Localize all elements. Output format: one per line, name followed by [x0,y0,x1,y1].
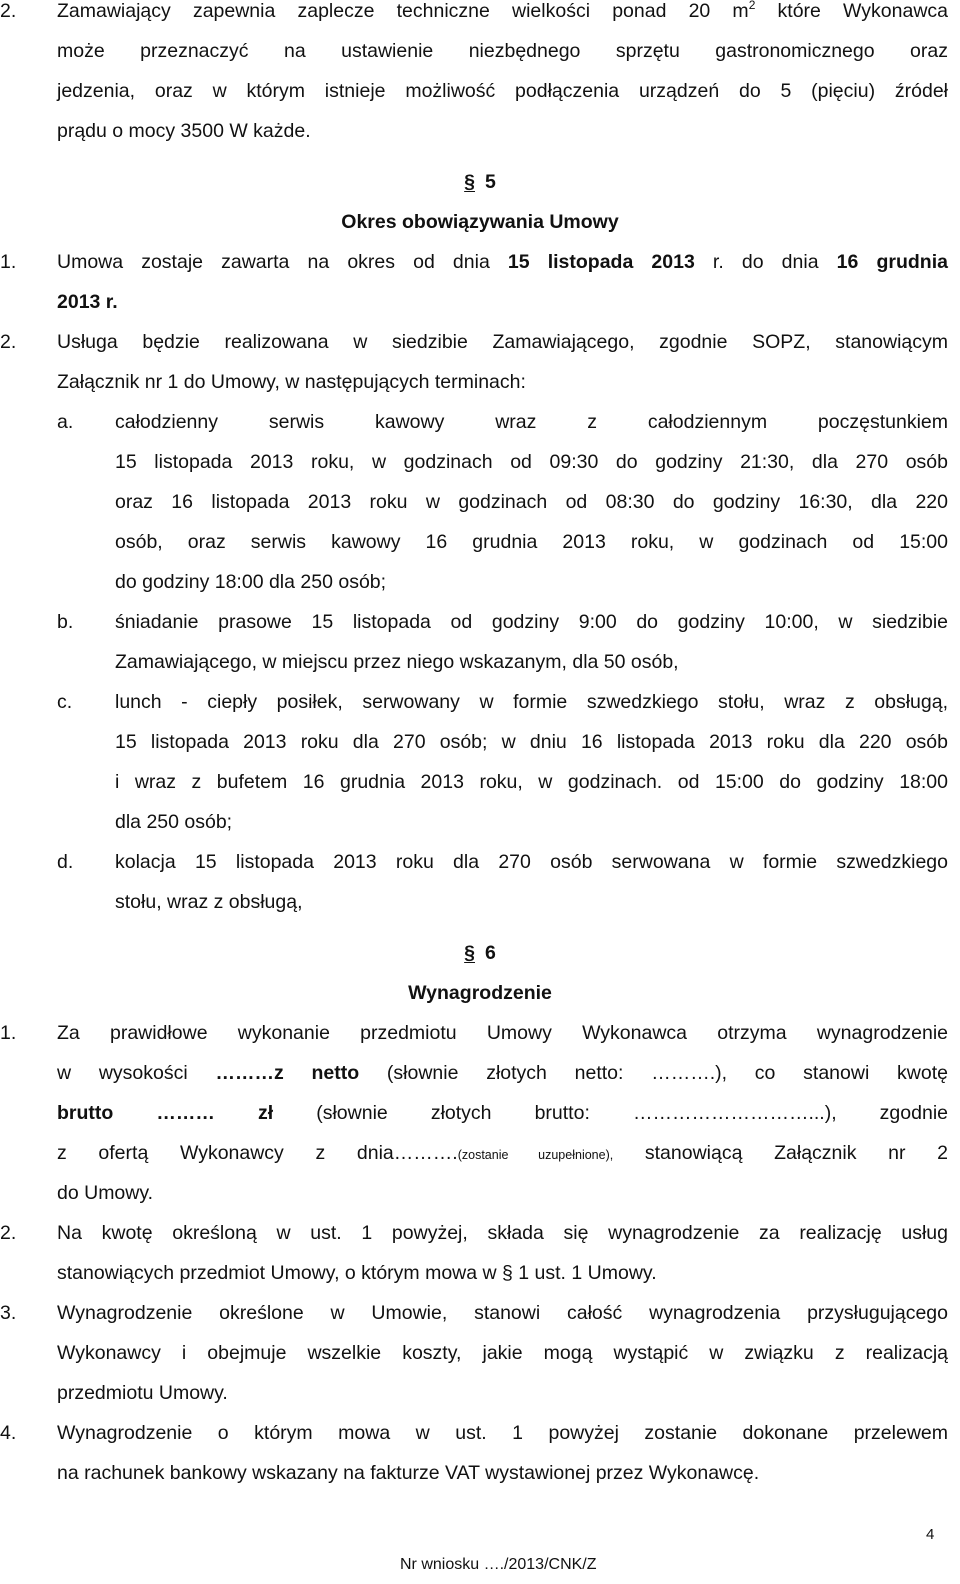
subitem-line: dla 250 osób; [115,811,233,833]
subitem-line: stołu, wraz z obsługą, [115,891,303,913]
item-number: 4. [0,1422,17,1444]
item-line: przedmiotu Umowy. [57,1382,228,1404]
section-6-number: § 6 [464,942,496,964]
section-sign: § [464,171,475,193]
subitem-line: 15 listopada 2013 roku, w godzinach od 09:30 do godziny 21:30, dla 270 osób [115,451,948,473]
item-number: 1. [0,1022,17,1044]
section-5-number: § 5 [464,171,496,193]
subitem-line: śniadanie prasowe 15 listopada od godziny 9:00 do godziny 10:00, w siedzibie [115,611,948,633]
item-line: brutto ……… zł (słownie złotych brutto: ………………………...), zgodnie [57,1102,948,1124]
item-line: w wysokości ………z netto (słownie złotych netto: ……….), co stanowi kwotę [57,1062,948,1084]
item-number: 2. [0,1222,17,1244]
item-number: 1. [0,251,17,273]
item-number: 2. [0,0,17,22]
subitem-line: osób, oraz serwis kawowy 16 grudnia 2013 roku, w godzinach od 15:00 [115,531,948,553]
item-line: Załącznik nr 1 do Umowy, w następujących terminach: [57,371,526,393]
item-line: Wynagrodzenie o którym mowa w ust. 1 powyżej zostanie dokonane przelewem [57,1422,948,1444]
item-line: może przeznaczyć na ustawienie niezbędnego sprzętu gastronomicznego oraz [57,40,948,62]
item-line: Zamawiający zapewnia zaplecze techniczne wielkości ponad 20 $m^2$ które Wykonawca [57,0,948,22]
subitem-line: całodzienny serwis kawowy wraz z całodziennym poczęstunkiem [115,411,948,433]
section-sign: § [464,942,475,964]
item-line: Za prawidłowe wykonanie przedmiotu Umowy Wykonawca otrzyma wynagrodzenie [57,1022,948,1044]
page-number: 4 [926,1526,935,1543]
item-line: Umowa zostaje zawarta na okres od dnia 15 listopada 2013 r. do dnia 16 grudnia [57,251,948,273]
subitem-line: oraz 16 listopada 2013 roku w godzinach od 08:30 do godziny 16:30, dla 220 [115,491,948,513]
item-line: z ofertą Wykonawcy z dnia……….(zostanie uzupełnione), stanowiącą Załącznik nr 2 [57,1142,949,1164]
subitem-letter: a. [57,411,74,433]
item-line: prądu o mocy 3500 W każde. [57,120,311,142]
section-5-title: Okres obowiązywania Umowy [341,211,619,233]
item-line: Na kwotę określoną w ust. 1 powyżej, składa się wynagrodzenie za realizację usług [57,1222,948,1244]
subitem-letter: c. [57,691,73,713]
subitem-line: do godziny 18:00 dla 250 osób; [115,571,387,593]
subitem-line: lunch - ciepły posiłek, serwowany w formie szwedzkiego stołu, wraz z obsługą, [115,691,948,713]
item-line: stanowiących przedmiot Umowy, o którym mowa w § 1 ust. 1 Umowy. [57,1262,657,1284]
subitem-line: i wraz z bufetem 16 grudnia 2013 roku, w godzinach. od 15:00 do godziny 18:00 [115,771,948,793]
subitem-letter: b. [57,611,74,633]
subitem-line: kolacja 15 listopada 2013 roku dla 270 osób serwowana w formie szwedzkiego [115,851,948,873]
subitem-line: 15 listopada 2013 roku dla 270 osób; w dniu 16 listopada 2013 roku dla 220 osób [115,731,948,753]
item-line: do Umowy. [57,1182,154,1204]
item-line: Wynagrodzenie określone w Umowie, stanowi całość wynagrodzenia przysługującego [57,1302,948,1324]
item-number: 3. [0,1302,17,1324]
item-line: 2013 r. [57,291,118,313]
subitem-letter: d. [57,851,74,873]
item-line: Usługa będzie realizowana w siedzibie Zamawiającego, zgodnie SOPZ, stanowiącym [57,331,948,353]
item-line: jedzenia, oraz w którym istnieje możliwość podłączenia urządzeń do 5 (pięciu) źródeł [57,80,948,102]
item-number: 2. [0,331,17,353]
section-6-title: Wynagrodzenie [408,982,552,1004]
footer-reference: Nr wniosku …./2013/CNK/Z [400,1556,597,1573]
item-line: na rachunek bankowy wskazany na fakturze VAT wystawionej przez Wykonawcę. [57,1462,760,1484]
item-line: Wykonawcy i obejmuje wszelkie koszty, jakie mogą wystąpić w związku z realizacją [57,1342,948,1364]
subitem-line: Zamawiającego, w miejscu przez niego wskazanym, dla 50 osób, [115,651,679,673]
